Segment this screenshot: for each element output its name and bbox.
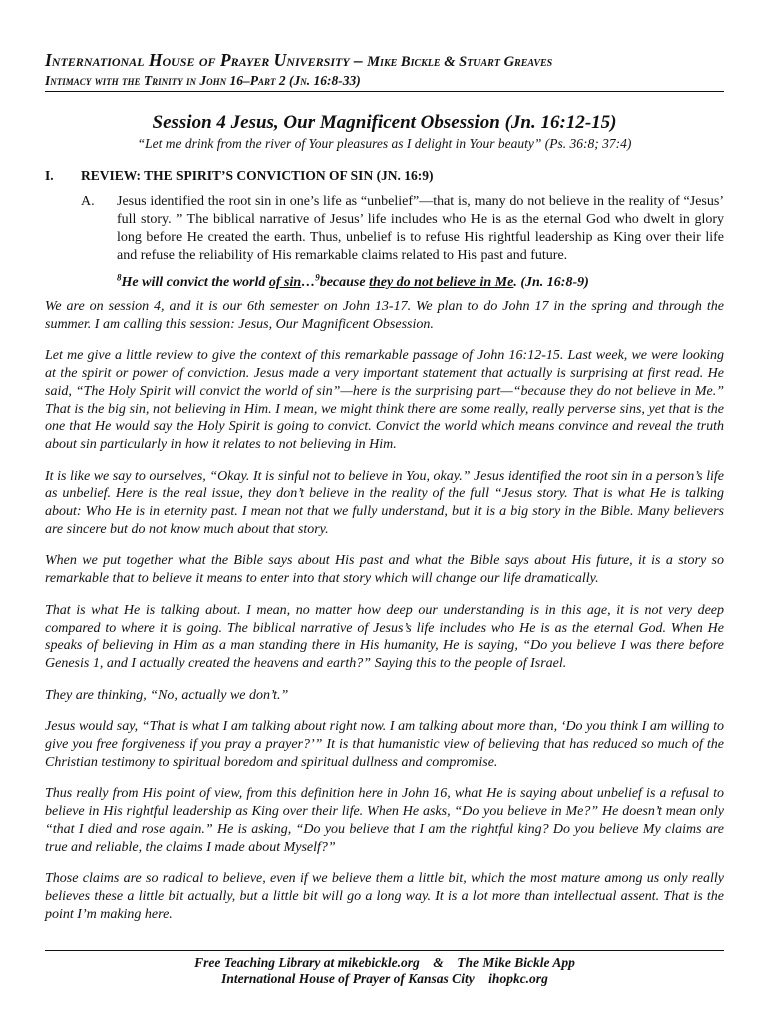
session-quote: “Let me drink from the river of Your pleasures as I delight in Your beauty” (Ps. 36:8; 37:4) <box>137 136 632 151</box>
header-authors: Mike Bickle & Stuart Greaves <box>367 54 553 70</box>
verse-underline: of sin <box>268 275 302 290</box>
section-heading <box>45 167 724 184</box>
transcript-paragraph: Jesus would say, “That is what I am talking about right now. I am talking about more than, ‘Do you think I am willing to give you free forgiveness if you pray a prayer?’” It is that humanistic view of believing that has reduced so much of the Christian testimony to spiritual boredom and spiritual dullness and compromise. <box>45 719 724 770</box>
transcript-paragraph: Those claims are so radical to believe, even if we believe them a little bit, which the most mature among us only really believes these a little bit actually, but a little bit will go a long way. It is a lot more than intellectual assent. That is the point I’m making here. <box>45 871 724 922</box>
verse-text: He will convict the world <box>121 275 269 290</box>
section-title: REVIEW: THE SPIRIT’S CONVICTION OF SIN (JN. 16:9) <box>81 168 434 183</box>
point-letter: A. <box>81 194 95 209</box>
transcript-paragraph: It is like we say to ourselves, “Okay. It is sinful not to believe in You, okay.” Jesus identified the root sin in a person’s life as unbelief. Here is the real issue, they don’t believe in the reality of the full “Jesus story. That is what He is talking about: Who He is in eternity past. I mean not that we fully understand, but it is a big story in the Bible. Many believers are sincere but do not know much about that story. <box>45 468 724 537</box>
verse-text: … <box>301 275 316 290</box>
document-footer <box>45 950 724 987</box>
verse-underline: they do not believe in Me <box>369 275 514 290</box>
transcript-paragraph: When we put together what the Bible says about His past and what the Bible says about His future, it is a story so remarkable that to believe it means to enter into that story which will change our life dramatically. <box>45 553 724 587</box>
header-dash: – <box>349 50 368 70</box>
transcript-paragraph: They are thinking, “No, actually we don’t.” <box>45 687 289 703</box>
point-text: Jesus identified the root sin in one’s life as “unbelief”—that is, many do not believe in the reality of “Jesus’ full story. ” The biblical narrative of Jesus’ life includes who He is as the eternal God who dwelt in glory long before He created the earth. Thus, unbelief is to refuse His rightful leadership as King over their life and refuse the reliability of His remarkable claims related to His past and future. <box>117 194 724 263</box>
section-number: I. <box>45 168 54 183</box>
verse-reference: . (Jn. 16:8-9) <box>513 275 589 290</box>
document-page <box>45 50 724 937</box>
document-header <box>45 50 724 72</box>
transcript-paragraph: Let me give a little review to give the context of this remarkable passage of John 16:12-15. Last week, we were looking at the spirit or power of conviction. Jesus made a very important statement that actually is surprising at first read. He said, “The Holy Spirit will convict the world of sin”—here is the surprising part—“because they do not believe in Me.” That is the big sin, not believing in Him. I mean, we might think there are some really, really perverse sins, yet that is the one that He would say the Holy Spirit is going to convict. Convict the world which means convince and reveal the truth about sin particularly in how it relates to not believing in Him. <box>45 348 724 452</box>
transcript-paragraph: Thus really from His point of view, from this definition here in John 16, what He is saying about unbelief is a refusal to believe in His rightful leadership as King over their life. When He asks, “Do you believe in Me?” He doesn’t mean only “that I died and rose again.” He is asking, “Do you believe that I am the rightful king? Do you believe My claims are true and reliable, the claims I made about Myself?” <box>45 786 724 855</box>
verse-number: 9 <box>315 272 320 283</box>
session-title: Session 4 Jesus, Our Magnificent Obsession (Jn. 16:12-15) <box>152 112 617 133</box>
transcript-paragraph: We are on session 4, and it is our 6th semester on John 13-17. We plan to do John 17 in the spring and through the summer. I am calling this session: Jesus, Our Magnificent Obsession. <box>45 299 724 332</box>
verse-text: because <box>319 275 370 290</box>
outline-point-a <box>45 193 724 265</box>
transcript-body <box>45 298 724 923</box>
header-org: International House of Prayer University <box>45 50 350 70</box>
scripture-verse <box>45 274 724 292</box>
footer-line-1: Free Teaching Library at mikebickle.org & The Mike Bickle App <box>194 955 575 970</box>
verse-number: 8 <box>117 272 122 283</box>
transcript-paragraph: That is what He is talking about. I mean, no matter how deep our understanding is in this age, it is not very deep compared to where it is going. The biblical narrative of Jesus’s life includes who He is as the eternal God. When He speaks of believing in Him as a man standing there in His humanity, He is saying, “Do you believe I was there before Genesis 1, and I actually created the heavens and earth?” Saying this to the people of Israel. <box>45 602 724 671</box>
footer-line-2: International House of Prayer of Kansas City ihopkc.org <box>221 971 548 986</box>
header-series: Intimacy with the Trinity in John 16–Part 2 (Jn. 16:8-33) <box>45 72 724 92</box>
